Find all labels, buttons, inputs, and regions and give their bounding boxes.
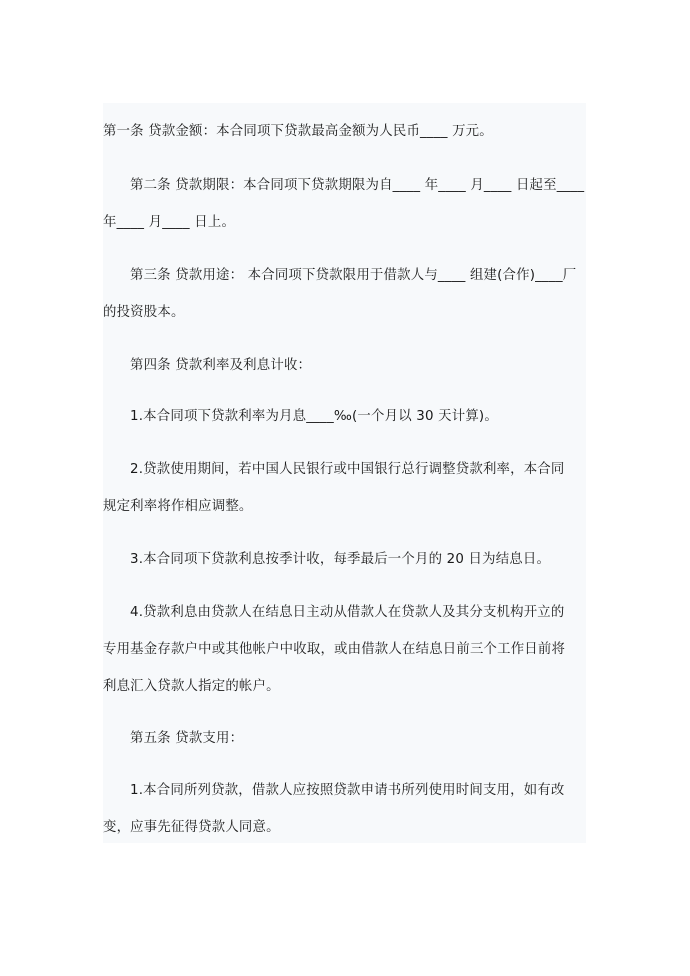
text-line: 专用基金存款户中或其他帐户中收取，或由借款人在结息日前三个工作日前将 [103,642,566,657]
text-line: 第一条 贷款金额：本合同项下贷款最高金额为人民币____ 万元。 [103,124,493,139]
text-line: 年____ 月____ 日上。 [103,215,236,230]
text-line: 第三条 贷款用途： 本合同项下贷款限用于借款人与____ 组建(合作)____厂 [130,268,577,283]
article-5-heading [103,720,586,757]
text-line: 1.本合同所列贷款，借款人应按照贷款申请书所列使用时间支用，如有改 [130,783,565,798]
text-line: 规定利率将作相应调整。 [103,499,253,514]
text-line: 2.贷款使用期间，若中国人民银行或中国银行总行调整贷款利率，本合同 [130,462,565,477]
article-4-item-4 [103,594,586,705]
text-line: 3.本合同项下贷款利息按季计收，每季最后一个月的 20 日为结息日。 [130,552,551,567]
text-line: 1.本合同项下贷款利率为月息____‰(一个月以 30 天计算)。 [130,409,498,424]
contract-text-block [103,103,586,843]
text-line: 利息汇入贷款人指定的帐户。 [103,679,280,694]
article-3-paragraph [103,257,586,331]
article-1-paragraph [103,113,586,150]
article-4-item-2 [103,451,586,525]
article-2-paragraph [103,167,586,241]
text-line: 的投资股本。 [103,305,185,320]
text-line: 4.贷款利息由贷款人在结息日主动从借款人在贷款人及其分支机构开立的 [130,605,565,620]
text-line: 第五条 贷款支用： [130,731,244,746]
article-5-item-1 [103,772,586,846]
article-4-item-3 [103,541,586,578]
text-line: 第四条 贷款利率及利息计收： [130,358,312,373]
text-line: 变，应事先征得贷款人同意。 [103,820,280,835]
article-4-item-1 [103,398,586,435]
article-4-heading [103,347,586,384]
text-line: 第二条 贷款期限：本合同项下贷款期限为自____ 年____ 月____ 日起至____ [130,178,585,193]
